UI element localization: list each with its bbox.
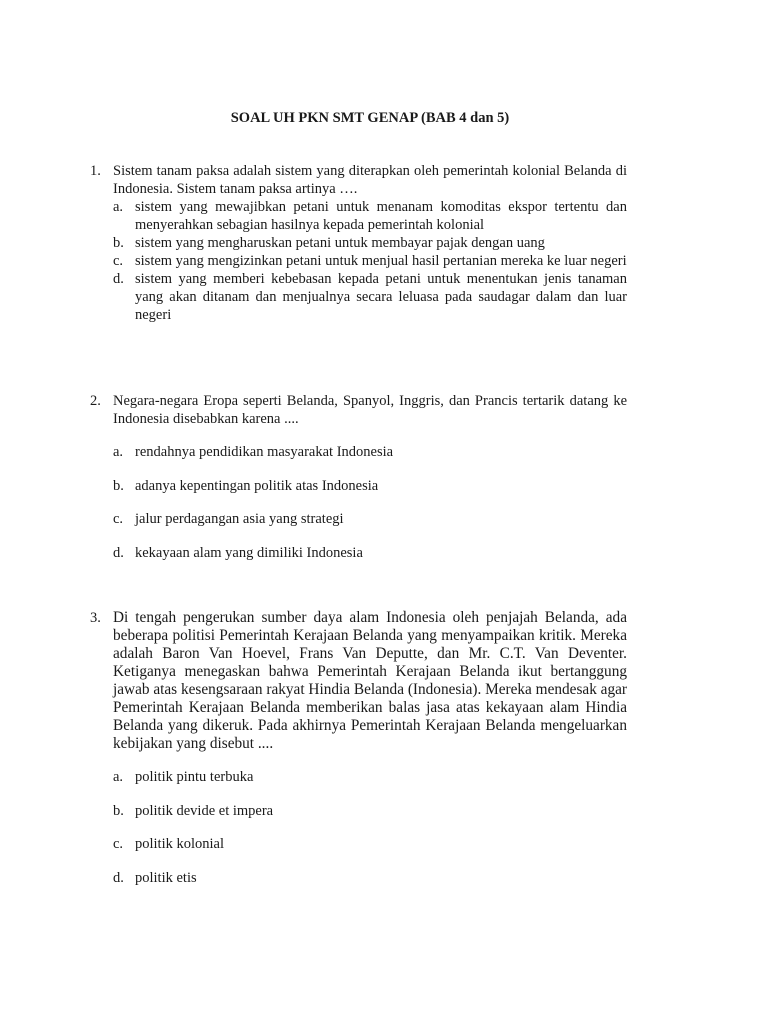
option-text: adanya kepentingan politik atas Indonesia xyxy=(135,477,379,494)
question-3 xyxy=(90,609,627,887)
question-number: 2. xyxy=(90,393,101,409)
option-list xyxy=(113,768,627,887)
question-text: Negara-negara Eropa seperti Belanda, Spanyol, Inggris, dan Prancis tertarik datang ke Indonesia disebabkan karena .... xyxy=(113,393,627,427)
option-text: kekayaan alam yang dimiliki Indonesia xyxy=(135,544,363,561)
option-letter: a. xyxy=(113,199,124,215)
option-a xyxy=(113,768,627,786)
option-text: sistem yang mewajibkan petani untuk menanam komoditas ekspor tertentu dan menyerahkan sebagian hasilnya kepada pemerintah kolonial xyxy=(135,199,627,233)
option-letter: c. xyxy=(113,511,124,527)
option-letter: d. xyxy=(113,271,124,287)
option-letter: c. xyxy=(113,253,124,269)
option-list xyxy=(113,443,627,562)
option-b xyxy=(113,234,627,252)
option-letter: d. xyxy=(113,544,124,561)
option-text: jalur perdagangan asia yang strategi xyxy=(135,511,344,527)
option-c xyxy=(113,252,627,270)
option-d xyxy=(113,869,627,887)
option-d xyxy=(113,544,627,562)
option-a xyxy=(113,198,627,234)
option-letter: b. xyxy=(113,802,124,819)
document-title: SOAL UH PKN SMT GENAP (BAB 4 dan 5) xyxy=(230,110,510,126)
option-text: sistem yang mengharuskan petani untuk membayar pajak dengan uang xyxy=(135,235,545,251)
option-a xyxy=(113,443,627,461)
option-b xyxy=(113,802,627,820)
option-b xyxy=(113,477,627,495)
option-c xyxy=(113,510,627,528)
option-letter: a. xyxy=(113,769,124,785)
option-text: politik kolonial xyxy=(135,836,225,852)
question-number: 3. xyxy=(90,610,101,626)
option-text: sistem yang mengizinkan petani untuk menjual hasil pertanian mereka ke luar negeri xyxy=(135,253,627,269)
option-text: sistem yang memberi kebebasan kepada petani untuk menentukan jenis tanaman yang akan ditanam dan menjualnya secara leluasa pada saudagar dalam dan luar negeri xyxy=(135,271,627,323)
question-2 xyxy=(90,392,627,562)
option-letter: c. xyxy=(113,836,124,852)
question-1 xyxy=(90,162,627,324)
option-list xyxy=(113,198,627,324)
option-letter: d. xyxy=(113,869,124,886)
question-number: 1. xyxy=(90,163,101,179)
option-text: politik devide et impera xyxy=(135,802,274,819)
option-d xyxy=(113,270,627,324)
option-text: politik pintu terbuka xyxy=(135,769,254,785)
option-text: rendahnya pendidikan masyarakat Indonesia xyxy=(135,444,394,460)
option-letter: b. xyxy=(113,477,124,494)
option-text: politik etis xyxy=(135,869,197,886)
option-letter: b. xyxy=(113,235,124,251)
question-text: Sistem tanam paksa adalah sistem yang diterapkan oleh pemerintah kolonial Belanda di Indonesia. Sistem tanam paksa artinya …. xyxy=(113,163,627,197)
option-c xyxy=(113,835,627,853)
option-letter: a. xyxy=(113,444,124,460)
question-text: Di tengah pengerukan sumber daya alam Indonesia oleh penjajah Belanda, ada beberapa politisi Pemerintah Kerajaan Belanda yang menyampaikan kritik. Mereka adalah Baron Van Hoevel, Frans Van Deputte, dan Mr. C.T. Van Deventer. Ketiganya menegaskan bahwa Pemerintah Kerajaan Belanda ikut bertanggung jawab atas kesengsaraan rakyat Hindia Belanda (Indonesia). Mereka mendesak agar Pemerintah Kerajaan Belanda memberikan balas jasa atas kekayaan alam Hindia Belanda yang dikeruk. Pada akhirnya Pemerintah Kerajaan Belanda mengeluarkan kebijakan yang disebut .... xyxy=(113,609,627,752)
